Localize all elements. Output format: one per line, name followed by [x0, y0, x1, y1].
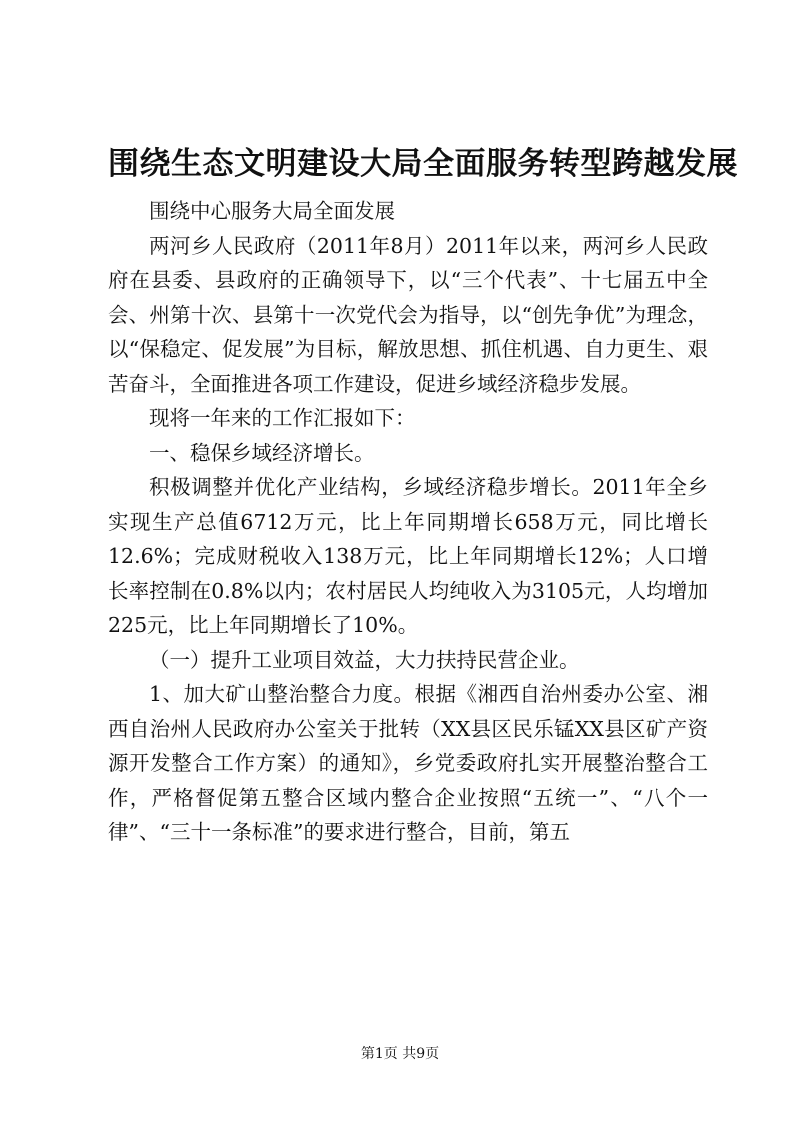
page-number-footer: 第1页 共9页	[360, 1046, 440, 1062]
subsection-heading-1: （一）提升工业项目效益，大力扶持民营企业。	[149, 647, 580, 672]
paragraph-economy: 积极调整并优化产业结构，乡域经济稳步增长。2011年全乡实现生产总值6712万元，比上年同期增长658万元，同比增长12.6%；完成财税收入138万元，比上年同期增长12%；人口增长率控制在0.8%以内；农村居民人均纯收入为3105元，人均增加225元，比上年同期增长了10%。	[108, 475, 708, 637]
document-title: 围绕生态文明建设大局全面服务转型跨越发展	[108, 146, 738, 182]
paragraph-subtitle: 围绕中心服务大局全面发展	[149, 199, 395, 223]
paragraph-intro: 两河乡人民政府（2011年8月）2011年以来，两河乡人民政府在县委、县政府的正确领导下，以“三个代表”、十七届五中全会、州第十次、县第十一次党代会为指导，以“创先争优”为理念，以“保稳定、促发展”为目标，解放思想、抓住机遇、自力更生、艰苦奋斗，全面推进各项工作建设，促进乡域经济稳步发展。	[108, 233, 708, 396]
section-heading-1: 一、稳保乡域经济增长。	[149, 440, 375, 465]
paragraph-mining: 1、加大矿山整治整合力度。根据《湘西自治州委办公室、湘西自治州人民政府办公室关于批转（XX县区民乐锰XX县区矿产资源开发整合工作方案）的通知》，乡党委政府扎实开展整治整合工作，严格督促第五整合区域内整合企业按照“五统一”、“八个一律”、“三十一条标准”的要求进行整合，目前，第五	[108, 682, 708, 844]
paragraph-report-lead: 现将一年来的工作汇报如下：	[149, 406, 416, 430]
document-body	[108, 194, 708, 850]
